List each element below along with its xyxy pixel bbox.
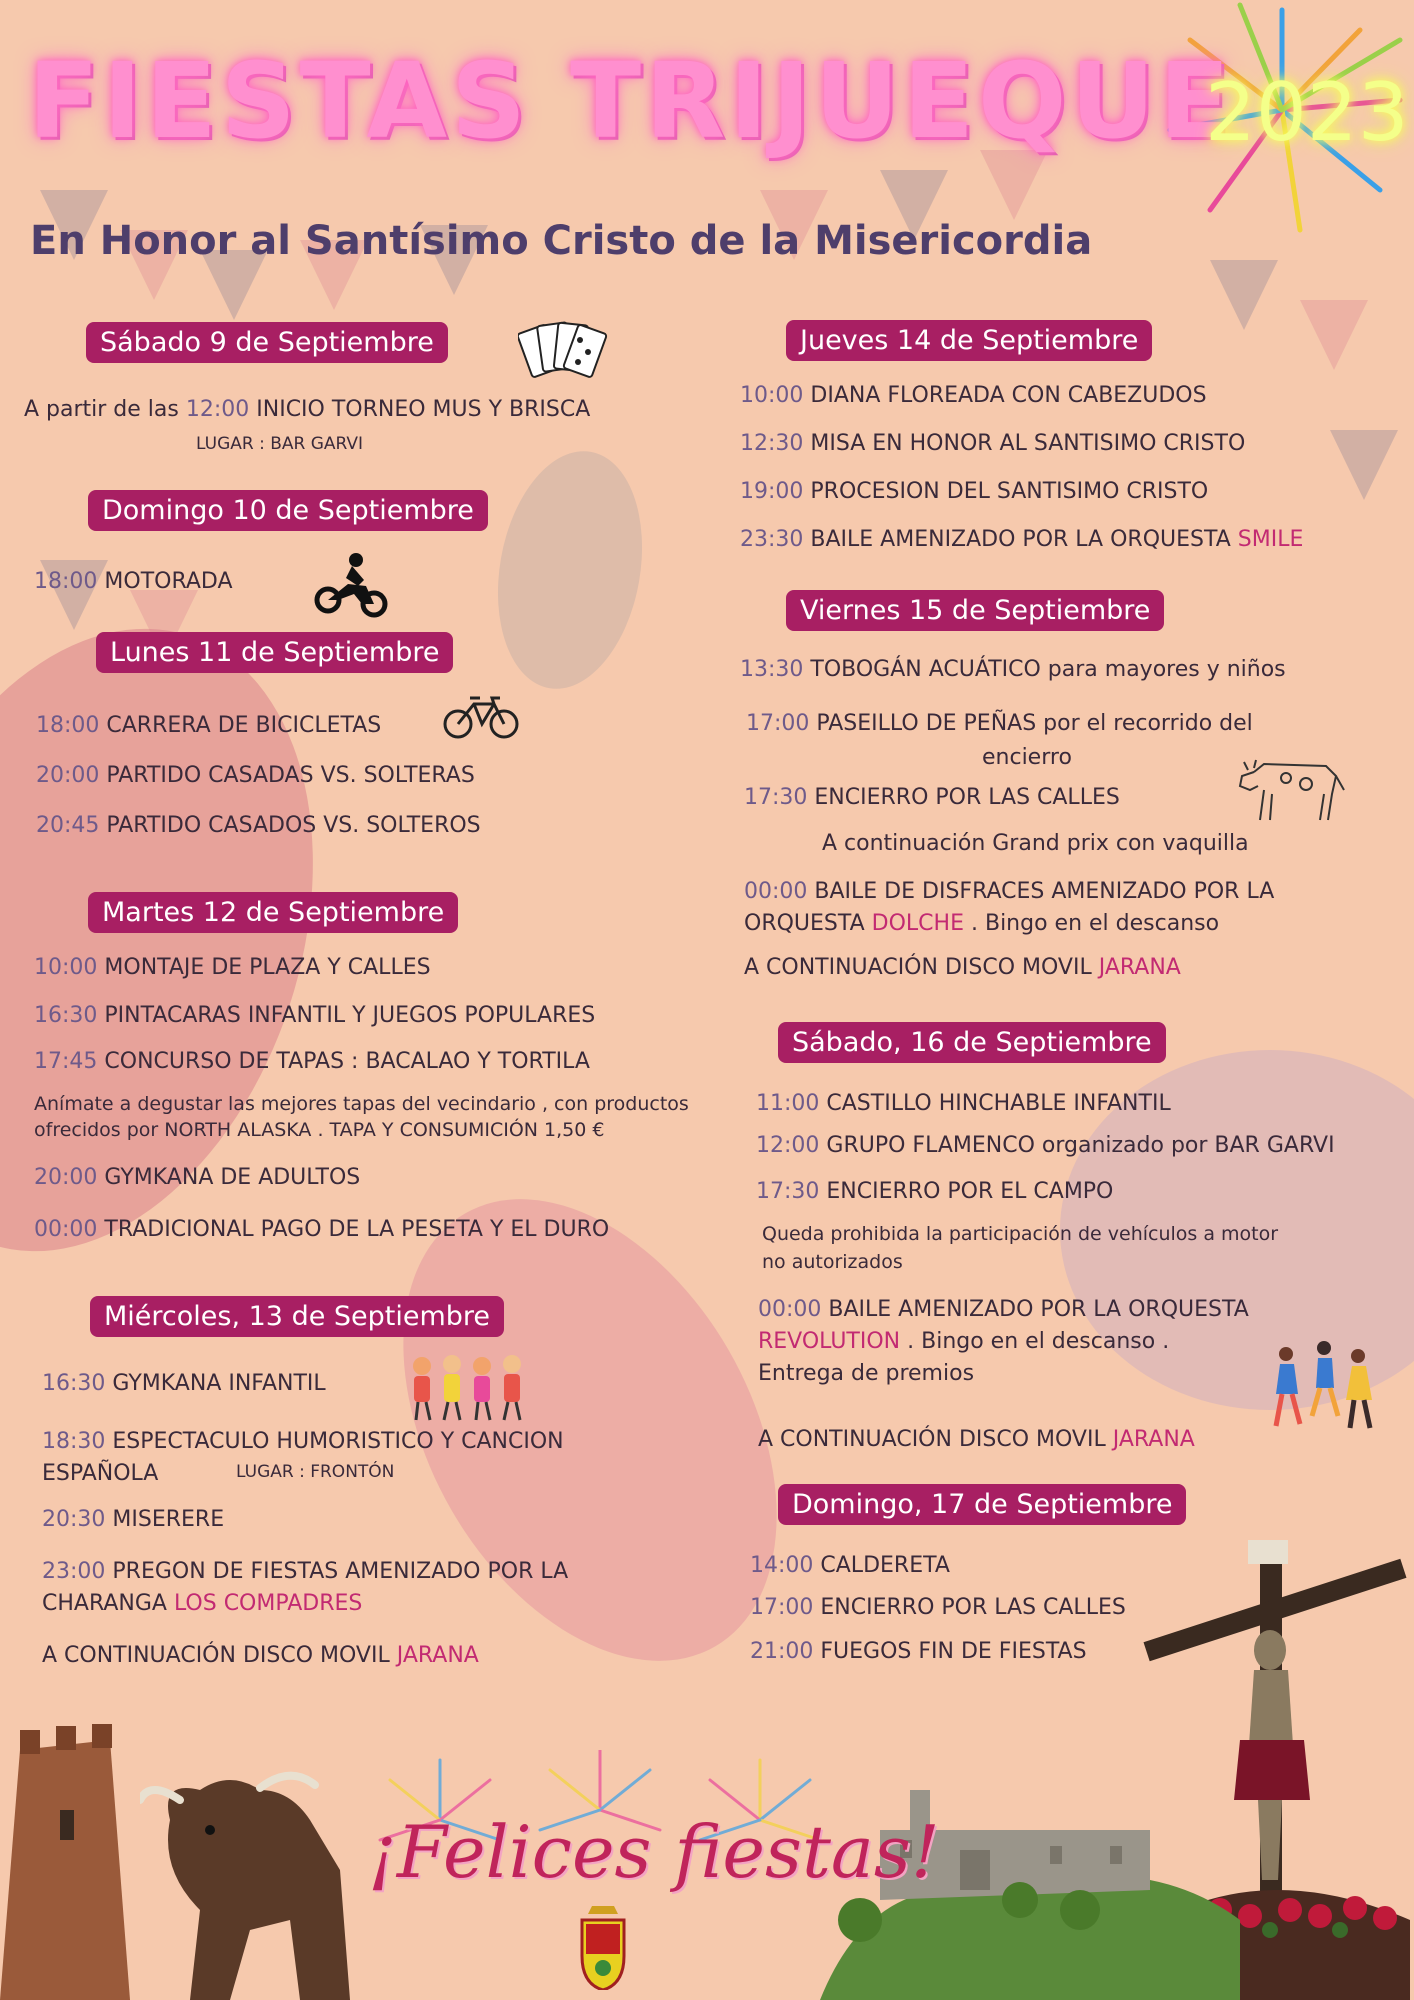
event-fri15-2: 17:00 PASEILLO DE PEÑAS por el recorrido del <box>746 711 1253 736</box>
cow-icon <box>1236 750 1350 824</box>
bicycle-icon <box>442 694 522 740</box>
dancers-icon <box>1268 1336 1378 1432</box>
event-thu14-4: 23:30 BAILE AMENIZADO POR LA ORQUESTA SMILE <box>740 527 1304 552</box>
day-badge-sun10: Domingo 10 de Septiembre <box>88 490 488 531</box>
event-mon11-1: 18:00 CARRERA DE BICICLETAS <box>36 713 382 738</box>
event-sat16-4-line2: REVOLUTION . Bingo en el descanso . <box>758 1329 1170 1354</box>
event-sat9-place: LUGAR : BAR GARVI <box>196 434 364 454</box>
day-badge-fri15: Viernes 15 de Septiembre <box>786 590 1164 631</box>
tower-icon <box>0 1720 140 2000</box>
day-badge-sun17: Domingo, 17 de Septiembre <box>778 1484 1186 1525</box>
day-badge-wed13: Miércoles, 13 de Septiembre <box>90 1296 504 1337</box>
day-badge-sat9: Sábado 9 de Septiembre <box>86 322 448 363</box>
event-sat9-1: A partir de las 12:00 INICIO TORNEO MUS Y BRISCA <box>24 397 591 422</box>
event-sat16-4: 00:00 BAILE AMENIZADO POR LA ORQUESTA <box>758 1297 1249 1322</box>
event-fri15-5: A CONTINUACIÓN DISCO MOVIL JARANA <box>744 955 1181 980</box>
playing-cards-icon <box>518 318 608 382</box>
event-sun17-1: 14:00 CALDERETA <box>750 1553 950 1578</box>
event-tue12-2: 16:30 PINTACARAS INFANTIL Y JUEGOS POPULARES <box>34 1003 596 1028</box>
event-sat16-3: 17:30 ENCIERRO POR EL CAMPO <box>756 1179 1114 1204</box>
event-wed13-1: 16:30 GYMKANA INFANTIL <box>42 1371 326 1396</box>
year: 2023 <box>1205 66 1409 159</box>
event-sat16-4-line3: Entrega de premios <box>758 1361 975 1386</box>
event-sat16-note-2: no autorizados <box>762 1251 903 1273</box>
event-wed13-place: LUGAR : FRONTÓN <box>236 1462 395 1482</box>
event-tue12-4: 20:00 GYMKANA DE ADULTOS <box>34 1165 361 1190</box>
event-tue12-1: 10:00 MONTAJE DE PLAZA Y CALLES <box>34 955 431 980</box>
bull-icon <box>140 1760 370 2000</box>
event-fri15-1: 13:30 TOBOGÁN ACUÁTICO para mayores y niños <box>740 657 1286 682</box>
event-tue12-3: 17:45 CONCURSO DE TAPAS : BACALAO Y TORTILA <box>34 1049 590 1074</box>
event-sat16-2: 12:00 GRUPO FLAMENCO organizado por BAR GARVI <box>756 1133 1335 1158</box>
event-wed13-2: 18:30 ESPECTACULO HUMORISTICO Y CANCION <box>42 1429 564 1454</box>
event-sun17-3: 21:00 FUEGOS FIN DE FIESTAS <box>750 1639 1087 1664</box>
event-mon11-2: 20:00 PARTIDO CASADAS VS. SOLTERAS <box>36 763 475 788</box>
day-badge-mon11: Lunes 11 de Septiembre <box>96 632 453 673</box>
event-tue12-note-1: Anímate a degustar las mejores tapas del vecindario , con productos <box>34 1093 689 1115</box>
grey-cloth-center <box>480 440 660 701</box>
event-fri15-4-line2: ORQUESTA DOLCHE . Bingo en el descanso <box>744 911 1220 936</box>
event-sun10-1: 18:00 MOTORADA <box>34 569 233 594</box>
day-badge-thu14: Jueves 14 de Septiembre <box>786 320 1152 361</box>
event-sat16-5: A CONTINUACIÓN DISCO MOVIL JARANA <box>758 1427 1195 1452</box>
event-sun17-2: 17:00 ENCIERRO POR LAS CALLES <box>750 1595 1126 1620</box>
event-wed13-4: 23:00 PREGON DE FIESTAS AMENIZADO POR LA <box>42 1559 569 1584</box>
event-thu14-1: 10:00 DIANA FLOREADA CON CABEZUDOS <box>740 383 1207 408</box>
day-badge-tue12: Martes 12 de Septiembre <box>88 892 458 933</box>
page-title: FIESTAS TRIJUEQUE <box>28 40 1234 162</box>
event-tue12-note-2: ofrecidos por NORTH ALASKA . TAPA Y CONSUMICIÓN 1,50 € <box>34 1119 605 1141</box>
event-thu14-2: 12:30 MISA EN HONOR AL SANTISIMO CRISTO <box>740 431 1246 456</box>
event-tue12-5: 00:00 TRADICIONAL PAGO DE LA PESETA Y EL DURO <box>34 1217 610 1242</box>
children-icon <box>404 1350 540 1424</box>
motorbike-icon <box>314 550 390 618</box>
event-wed13-4-line2: CHARANGA LOS COMPADRES <box>42 1591 363 1616</box>
event-fri15-3: 17:30 ENCIERRO POR LAS CALLES <box>744 785 1120 810</box>
event-fri15-4: 00:00 BAILE DE DISFRACES AMENIZADO POR LA <box>744 879 1275 904</box>
event-mon11-3: 20:45 PARTIDO CASADOS VS. SOLTEROS <box>36 813 481 838</box>
event-sat16-1: 11:00 CASTILLO HINCHABLE INFANTIL <box>756 1091 1171 1116</box>
page-subtitle: En Honor al Santísimo Cristo de la Misericordia <box>30 218 1093 264</box>
event-wed13-3: 20:30 MISERERE <box>42 1507 225 1532</box>
pink-cloth-left <box>0 571 389 1309</box>
event-fri15-2-line2: encierro <box>982 745 1072 770</box>
footer-slogan: ¡Felices fiestas! <box>368 1810 940 1894</box>
coat-of-arms-icon <box>578 1906 628 1990</box>
event-fri15-3-note: A continuación Grand prix con vaquilla <box>822 831 1249 856</box>
day-badge-sat16: Sábado, 16 de Septiembre <box>778 1022 1166 1063</box>
event-wed13-5: A CONTINUACIÓN DISCO MOVIL JARANA <box>42 1643 479 1668</box>
event-wed13-2-line2: ESPAÑOLA <box>42 1461 159 1486</box>
event-thu14-3: 19:00 PROCESION DEL SANTISIMO CRISTO <box>740 479 1209 504</box>
event-sat16-note-1: Queda prohibida la participación de vehículos a motor <box>762 1223 1279 1245</box>
